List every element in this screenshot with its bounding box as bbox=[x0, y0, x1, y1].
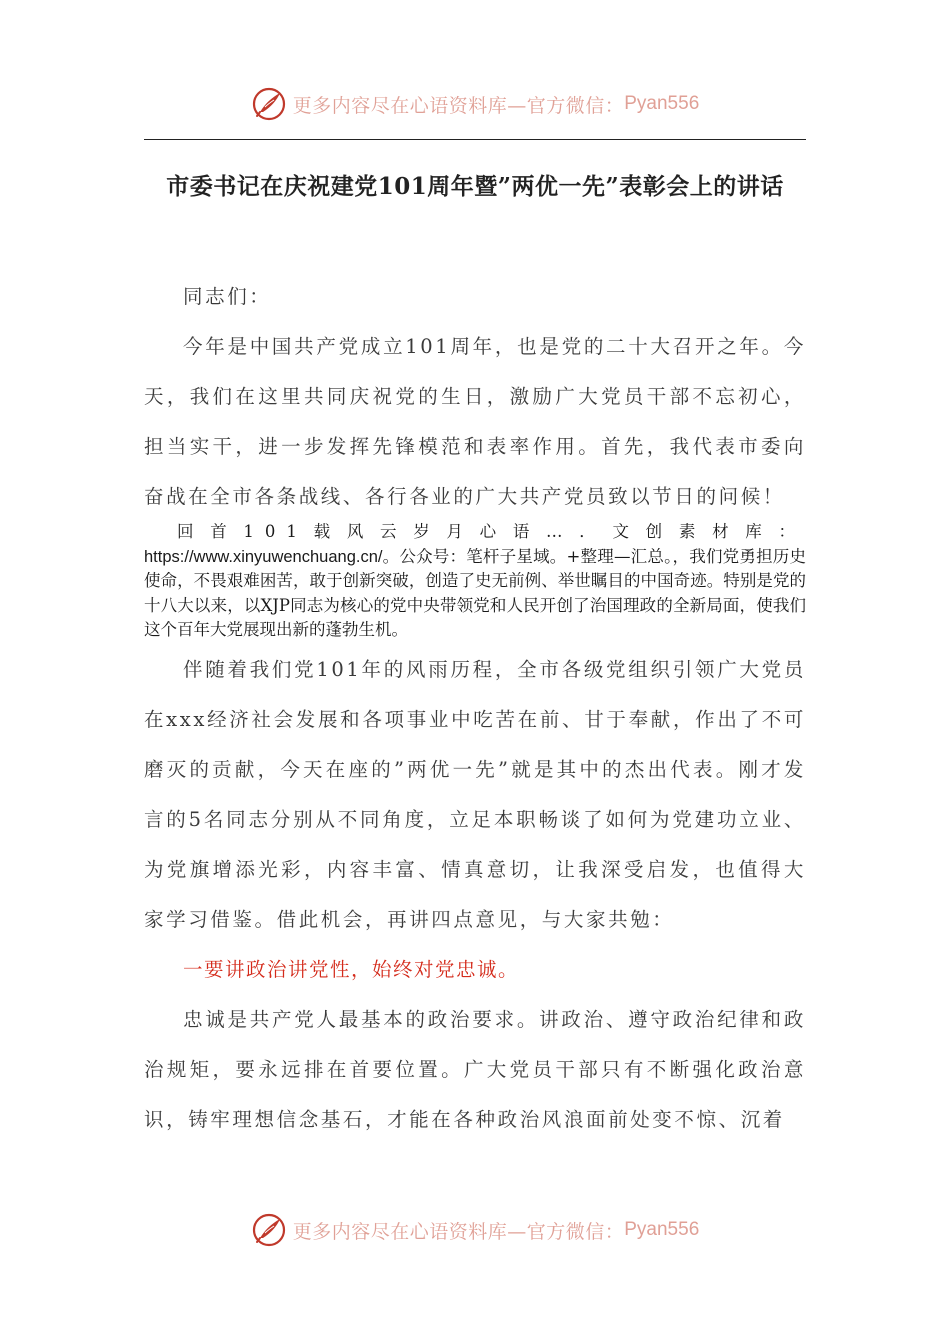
paragraph-2 bbox=[144, 520, 806, 643]
source-url: https://www.xinyuwenchuang.cn/ bbox=[144, 547, 383, 566]
footer-banner-slogan: 更多内容尽在心语资料库—官方微信： bbox=[292, 1220, 625, 1243]
salutation: 同志们： bbox=[183, 285, 272, 308]
quill-pen-circle-icon bbox=[251, 1212, 287, 1248]
quill-pen-circle-icon bbox=[251, 86, 287, 122]
paragraph-1: 今年是中国共产党成立101周年，也是党的二十大召开之年。今天，我们在这里共同庆祝党的生日，激励广大党员干部不忘初心，担当实干，进一步发挥先锋模范和表率作用。首先，我代表市委向奋战在全市各条战线、各行各业的广大共产党员致以节日的问候！ bbox=[144, 335, 806, 508]
banner-wechat-id: Pyan556 bbox=[624, 93, 700, 114]
paragraph-3: 伴随着我们党101年的风雨历程，全市各级党组织引领广大党员在xxx经济社会发展和各项事业中吃苦在前、甘于奉献，作出了不可磨灭的贡献，今天在座的”两优一先”就是其中的杰出代表。刚才发言的5名同志分别从不同角度，立足本职畅谈了如何为党建功立业、为党旗增添光彩，内容丰富、情真意切，让我深受启发，也值得大家学习借鉴。借此机会，再讲四点意见，与大家共勉： bbox=[144, 658, 806, 931]
header-banner bbox=[0, 84, 950, 124]
document-title: 市委书记在庆祝建党101周年暨”两优一先”表彰会上的讲话 bbox=[166, 173, 784, 200]
header-divider bbox=[144, 139, 806, 140]
paragraph-2-lead: 回首101载风云岁月心语…．文创素材库： bbox=[177, 522, 806, 541]
footer-banner bbox=[0, 1210, 950, 1250]
banner-slogan: 更多内容尽在心语资料库—官方微信： bbox=[292, 94, 625, 117]
paragraph-4: 忠诚是共产党人最基本的政治要求。讲政治、遵守政治纪律和政治规矩，要永远排在首要位置。广大党员干部只有不断强化政治意识，铸牢理想信念基石，才能在各种政治风浪面前处变不惊、沉着 bbox=[144, 1008, 806, 1131]
section-heading-1: 一要讲政治讲党性，始终对党忠诚。 bbox=[183, 958, 520, 981]
paragraph-2-body: 。公众号：笔杆子星域。+整理—汇总。，我们党勇担历史使命，不畏艰难困苦，敢于创新突破，创造了史无前例、举世瞩目的中国奇迹。特别是党的十八大以来，以XJP同志为核心的党中央带领党和人民开创了治国理政的全新局面，使我们这个百年大党展现出新的蓬勃生机。 bbox=[144, 546, 806, 639]
footer-banner-wechat-id: Pyan556 bbox=[624, 1219, 700, 1240]
